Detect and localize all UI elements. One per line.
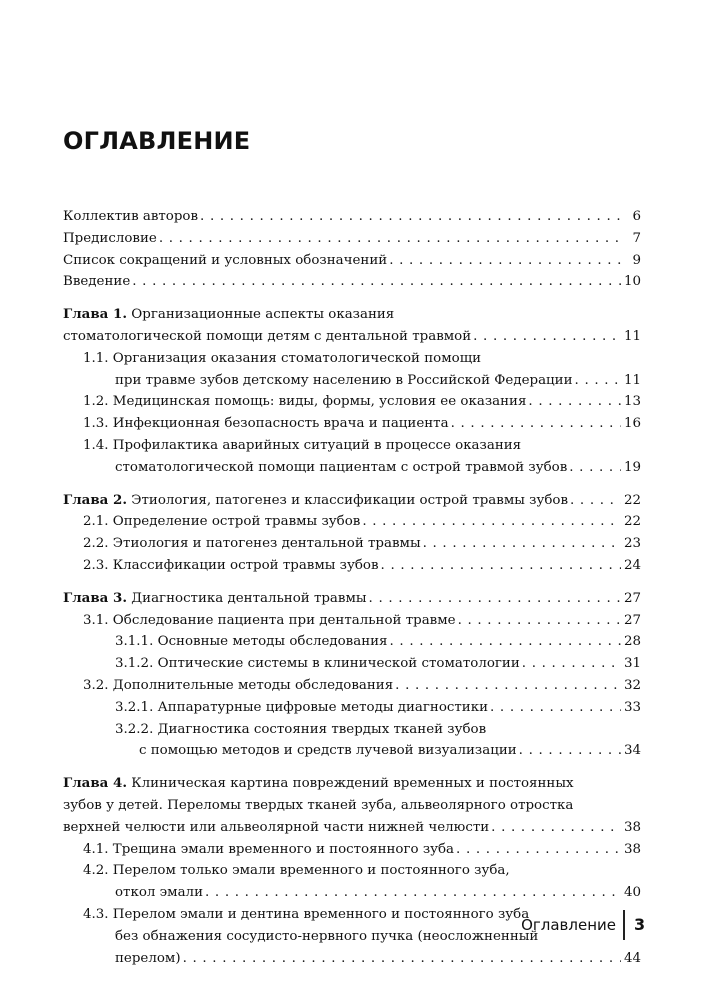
toc-page-number: 7 <box>632 230 641 246</box>
toc-entry-title: откол эмали <box>115 885 203 901</box>
toc-chapter-heading[interactable] <box>63 773 641 795</box>
toc-page-number: 16 <box>623 416 641 432</box>
toc-page-number: 22 <box>623 514 641 530</box>
toc-leader <box>458 610 621 632</box>
toc-entry-3-2-1[interactable] <box>63 697 641 719</box>
toc-page-number: 38 <box>623 841 641 857</box>
chapter-label: Глава 1. <box>63 306 127 323</box>
toc-group-chapter-2 <box>63 490 641 577</box>
toc-entry-title: Организационные аспекты оказания <box>131 307 395 323</box>
toc-entry-title: стоматологической помощи детям с дентальной травмой <box>63 328 472 344</box>
table-of-contents <box>63 206 641 980</box>
toc-entry-3-2[interactable] <box>63 675 641 697</box>
toc-entry-preface[interactable] <box>63 228 641 250</box>
toc-leader <box>491 817 621 839</box>
toc-page-number: 23 <box>623 536 641 552</box>
toc-entry-2-2[interactable] <box>63 533 641 555</box>
toc-entry-title: 1.4. Профилактика аварийных ситуаций в процессе оказания <box>83 437 522 453</box>
toc-leader <box>369 588 621 610</box>
toc-leader <box>569 457 621 479</box>
toc-page-number: 33 <box>623 699 641 715</box>
toc-page-number: 40 <box>623 885 641 901</box>
toc-page-number: 19 <box>623 459 641 475</box>
toc-entry-4-2-cont[interactable] <box>63 882 641 904</box>
toc-leader <box>362 511 621 533</box>
toc-page-number: 6 <box>632 209 641 224</box>
toc-chapter-heading-cont[interactable] <box>63 817 641 839</box>
toc-entry-title: 2.1. Определение острой травмы зубов <box>83 514 361 530</box>
toc-group-front-matter <box>63 206 641 293</box>
toc-page-number: 28 <box>623 634 641 650</box>
toc-leader <box>519 740 621 762</box>
toc-entry-title: 4.1. Трещина эмали временного и постоянного зуба <box>83 841 455 857</box>
toc-entry-title: стоматологической помощи пациентам с острой травмой зубов <box>115 459 568 475</box>
toc-entry-3-2-2-cont[interactable] <box>63 740 641 762</box>
toc-page-number: 27 <box>623 590 641 606</box>
toc-page-number: 24 <box>623 557 641 573</box>
toc-leader <box>456 839 621 861</box>
toc-entry-title: 3.1.1. Основные методы обследования <box>115 634 388 650</box>
toc-leader <box>390 631 621 653</box>
toc-leader <box>200 206 621 228</box>
toc-page-number: 13 <box>623 394 641 410</box>
toc-entry-title: 2.2. Этиология и патогенез дентальной травмы <box>83 536 421 552</box>
toc-entry-4-3-cont[interactable] <box>63 948 641 970</box>
toc-page-number: 11 <box>623 372 641 388</box>
toc-chapter-heading[interactable] <box>63 588 641 610</box>
toc-leader <box>490 697 621 719</box>
toc-page-number: 22 <box>623 492 641 508</box>
toc-leader <box>423 533 621 555</box>
toc-entry-1-1[interactable] <box>63 348 641 370</box>
toc-leader <box>389 250 621 272</box>
toc-entry-1-3[interactable] <box>63 413 641 435</box>
toc-leader <box>205 882 621 904</box>
toc-entry-title: 3.2. Дополнительные методы обследования <box>83 677 394 693</box>
toc-entry-title: Введение <box>63 274 131 290</box>
toc-chapter-heading[interactable] <box>63 490 641 512</box>
toc-page-number: 44 <box>623 950 641 966</box>
toc-entry-2-3[interactable] <box>63 555 641 577</box>
toc-chapter-heading[interactable] <box>63 304 641 326</box>
toc-entry-title: с помощью методов и средств лучевой визуализации <box>139 743 517 759</box>
toc-entry-3-1-2[interactable] <box>63 653 641 675</box>
toc-entry-title: 1.1. Организация оказания стоматологической помощи <box>83 350 482 366</box>
toc-leader <box>132 271 621 293</box>
toc-entry-4-2[interactable] <box>63 860 641 882</box>
toc-entry-3-1-1[interactable] <box>63 631 641 653</box>
toc-leader <box>451 413 621 435</box>
toc-entry-authors[interactable] <box>63 206 641 228</box>
toc-leader <box>570 490 621 512</box>
toc-page-number: 9 <box>632 252 641 268</box>
toc-entry-1-4[interactable] <box>63 435 641 457</box>
toc-entry-title: 3.2.2. Диагностика состояния твердых тканей зубов <box>115 721 487 737</box>
toc-entry-3-2-2[interactable] <box>63 719 641 741</box>
toc-entry-title: 4.3. Перелом эмали и дентина временного и постоянного зуба <box>83 906 530 922</box>
toc-page-number: 11 <box>623 328 641 344</box>
toc-entry-title: зубов у детей. Переломы твердых тканей зуба, альвеолярного отростка <box>63 797 574 813</box>
toc-chapter-heading-cont[interactable] <box>63 326 641 348</box>
toc-entry-title: перелом) <box>115 950 181 966</box>
toc-entry-title: верхней челюсти или альвеолярной части нижней челюсти <box>63 819 490 835</box>
toc-entry-title: без обнажения сосудисто-нервного пучка (неосложненный <box>115 928 539 944</box>
toc-entry-title: 4.2. Перелом только эмали временного и постоянного зуба, <box>83 863 510 879</box>
toc-leader <box>528 391 621 413</box>
toc-entry-title: Клиническая картина повреждений временных и постоянных <box>131 776 574 792</box>
toc-entry-title: Диагностика дентальной травмы <box>131 590 367 606</box>
page-footer <box>0 910 704 940</box>
toc-entry-title: 3.1.2. Оптические системы в клинической стоматологии <box>115 656 520 672</box>
toc-leader <box>522 653 621 675</box>
toc-entry-1-2[interactable] <box>63 391 641 413</box>
toc-entry-title: Список сокращений и условных обозначений <box>63 252 388 268</box>
page-number: 3 <box>634 915 646 934</box>
chapter-label: Глава 2. <box>63 491 127 508</box>
toc-page-number: 32 <box>623 677 641 693</box>
toc-page-number: 31 <box>623 656 641 672</box>
toc-leader <box>395 675 621 697</box>
toc-leader <box>473 326 621 348</box>
toc-entry-2-1[interactable] <box>63 511 641 533</box>
toc-entry-1-4-cont[interactable] <box>63 457 641 479</box>
toc-page-number: 34 <box>623 743 641 759</box>
toc-page-number: 27 <box>623 612 641 628</box>
toc-entry-title: 1.2. Медицинская помощь: виды, формы, условия ее оказания <box>83 394 527 410</box>
toc-entry-title: Коллектив авторов <box>63 209 199 224</box>
toc-group-chapter-1 <box>63 304 641 478</box>
toc-group-chapter-3 <box>63 588 641 762</box>
page-title: ОГЛАВЛЕНИЕ <box>63 127 251 155</box>
toc-entry-title: Этиология, патогенез и классификации острой травмы зубов <box>131 492 569 508</box>
toc-entry-title: 3.1. Обследование пациента при дентальной травме <box>83 612 456 628</box>
toc-entry-title: при травме зубов детскому населению в Российской Федерации <box>115 372 573 388</box>
toc-entry-4-1[interactable] <box>63 839 641 861</box>
toc-entry-abbreviations[interactable] <box>63 250 641 272</box>
toc-page-number: 38 <box>623 819 641 835</box>
toc-entry-introduction[interactable] <box>63 271 641 293</box>
toc-entry-title: 3.2.1. Аппаратурные цифровые методы диагностики <box>115 699 489 715</box>
toc-entry-title: 1.3. Инфекционная безопасность врача и пациента <box>83 416 449 432</box>
toc-leader <box>159 228 621 250</box>
toc-chapter-heading-cont[interactable] <box>63 795 641 817</box>
toc-page-number: 10 <box>623 274 641 290</box>
toc-leader <box>575 370 621 392</box>
chapter-label: Глава 4. <box>63 775 127 792</box>
toc-entry-3-1[interactable] <box>63 610 641 632</box>
toc-leader <box>183 948 621 970</box>
running-footer-section: Оглавление <box>521 916 616 934</box>
toc-leader <box>381 555 621 577</box>
chapter-label: Глава 3. <box>63 589 127 606</box>
footer-divider <box>623 910 625 940</box>
toc-entry-title: 2.3. Классификации острой травмы зубов <box>83 557 379 573</box>
toc-entry-title: Предисловие <box>63 230 157 246</box>
toc-entry-1-1-cont[interactable] <box>63 370 641 392</box>
